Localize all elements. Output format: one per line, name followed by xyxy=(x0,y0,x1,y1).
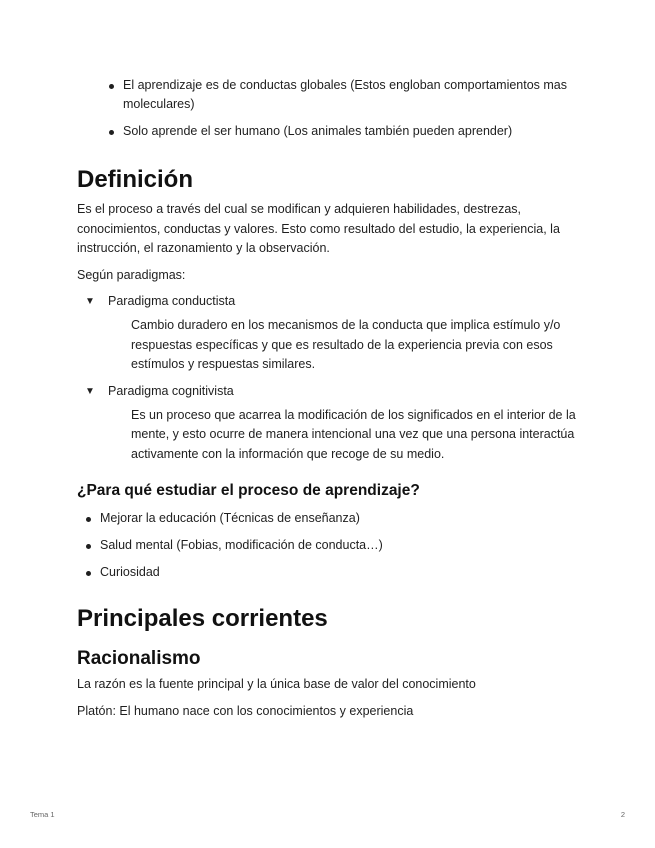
toggle-title: Paradigma cognitivista xyxy=(108,383,234,398)
list-item: Curiosidad xyxy=(85,563,587,582)
list-item: Mejorar la educación (Técnicas de enseñanza) xyxy=(85,509,587,528)
definicion-heading: Definición xyxy=(77,166,194,193)
definicion-paragraph: Es el proceso a través del cual se modifican y adquieren habilidades, destrezas, conocimientos, conductas y valores. Esto como resultado del estudio, la experiencia, la instrucción, el razonamiento y la observación. xyxy=(77,202,560,255)
principales-corrientes-heading: Principales corrientes xyxy=(77,605,328,632)
toggle-title: Paradigma conductista xyxy=(108,294,236,308)
racionalismo-heading: Racionalismo xyxy=(77,648,201,669)
segun-paradigmas-text: Según paradigmas: xyxy=(77,267,186,282)
list-item: Salud mental (Fobias, modificación de conducta…) xyxy=(85,536,587,555)
footer-title: Tema 1 xyxy=(30,810,55,819)
nested-bullet-list xyxy=(108,76,587,141)
triangle-down-icon[interactable]: ▼ xyxy=(85,296,95,307)
racionalismo-paragraph-1: La razón es la fuente principal y la única base de valor del conocimiento xyxy=(77,677,476,691)
triangle-down-icon[interactable]: ▼ xyxy=(85,385,95,397)
page-number: 2 xyxy=(620,810,625,819)
page-content xyxy=(77,76,587,721)
list-item: El aprendizaje es de conductas globales (Estos engloban comportamientos mas moleculares) xyxy=(108,76,587,114)
para-que-heading: ¿Para qué estudiar el proceso de aprendizaje? xyxy=(77,482,420,499)
toggle-paradigma-cognitivista[interactable] xyxy=(85,382,587,465)
toggle-body-text: Es un proceso que acarrea la modificación de los significados en el interior de la mente, y esto ocurre de manera intencional una vez que una persona interactúa activamente con la información que recoge de su medio. xyxy=(131,407,576,461)
para-que-list xyxy=(85,509,587,582)
list-item: Solo aprende el ser humano (Los animales también pueden aprender) xyxy=(108,122,587,141)
racionalismo-paragraph-2: Platón: El humano nace con los conocimientos y experiencia xyxy=(77,703,414,718)
toggle-paradigma-conductista[interactable] xyxy=(85,292,587,375)
toggle-body-text: Cambio duradero en los mecanismos de la conducta que implica estímulo y/o respuestas específicas y que es resultado de la experiencia previa con esos estímulos y respuestas similares. xyxy=(131,318,561,371)
